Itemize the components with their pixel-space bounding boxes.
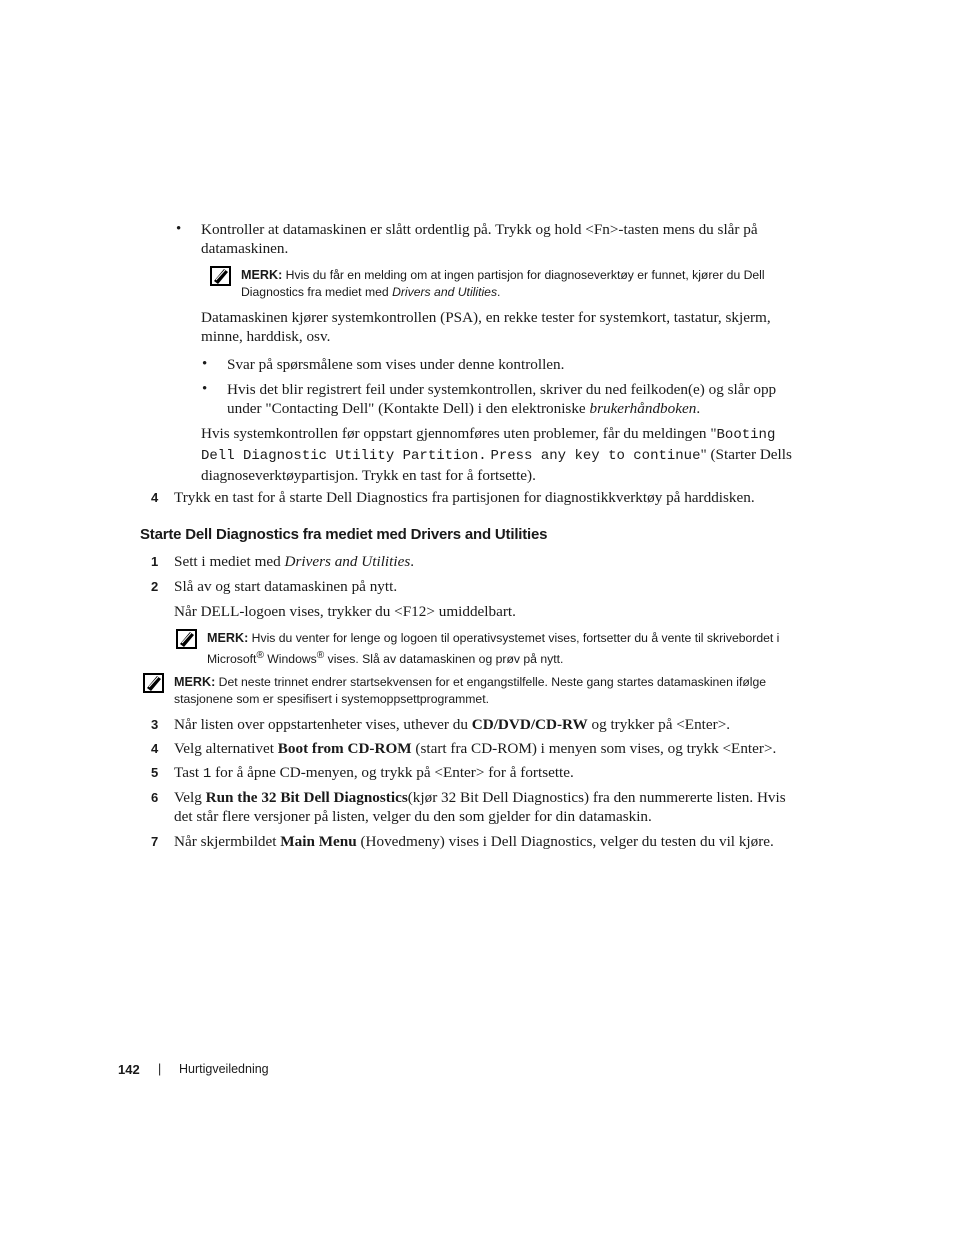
bullet-marker: • [202, 356, 208, 372]
registered-mark: ® [256, 650, 264, 661]
bullet-marker: • [202, 381, 208, 397]
bullet-check-power: Kontroller at datamaskinen er slått ordentlig på. Trykk og hold <Fn>-tasten mens du slår på datamaskinen. [201, 221, 758, 257]
step-boot-cdrom [174, 739, 814, 758]
bullet-punct: . [696, 400, 701, 417]
step-cd-menu [174, 763, 814, 784]
step-bold: Main Menu [280, 833, 357, 850]
psa-paragraph: Datamaskinen kjører systemkontrollen (PSA), en rekke tester for systemkort, tastatur, skjerm, minne, harddisk, osv. [201, 309, 771, 345]
step-text: Tast [174, 764, 203, 781]
step-text-end: (kjør 32 Bit Dell Diagnostics) fra den nummererte listen. Hvis det står flere versjoner på listen, velger du den som gjelder for din datamaskin. [174, 789, 786, 825]
bullet-emphasis: brukerhåndboken [589, 400, 697, 417]
step-bold: Run the 32 Bit Dell Diagnostics [205, 789, 408, 806]
note-label: MERK: [207, 631, 249, 645]
step-text: Velg alternativet [174, 740, 278, 757]
boot-text-end: " (Starter Dells diagnoseverktøypartisjon. Trykk en tast for å fortsette). [201, 446, 792, 484]
step-number: 5 [151, 765, 159, 780]
step-restart: Slå av og start datamaskinen på nytt. [174, 578, 398, 595]
note-emphasis: Drivers and Utilities [392, 285, 498, 299]
note-no-partition [241, 267, 801, 301]
step-number: 4 [151, 490, 159, 505]
note-text-end: vises. Slå av datamaskinen og prøv på nytt. [324, 652, 564, 667]
step-text: Sett i mediet med [174, 553, 285, 570]
step-bold: Boot from CD-ROM [277, 740, 412, 757]
note-text: Det neste trinnet endrer startsekvensen for et engangstilfelle. Neste gang startes datamaskinen ifølge stasjonene som er spesifisert i systemoppsettprogrammet. [174, 675, 767, 706]
bullet-text: Hvis det blir registrert feil under systemkontrollen, skriver du ned feilkoden(e) og slår opp under "Contacting Dell" (Kontakte Dell) i den elektroniske [227, 381, 777, 417]
note-pencil-icon [210, 266, 232, 286]
step-number: 1 [151, 554, 159, 569]
step-number: 2 [151, 579, 159, 594]
bullet-marker: • [176, 221, 182, 237]
step-number: 3 [151, 717, 159, 732]
step-emphasis: Drivers and Utilities [284, 553, 411, 570]
note-boot-sequence [174, 674, 804, 708]
step-f12-instruction: Når DELL-logoen vises, trykker du <F12> umiddelbart. [174, 603, 516, 620]
note-label: MERK: [174, 675, 216, 689]
step-text-end: for å åpne CD-menyen, og trykk på <Enter> for å fortsette. [211, 764, 574, 781]
registered-mark: ® [316, 650, 325, 661]
note-label: MERK: [241, 268, 283, 282]
step-text-end: og trykker på <Enter>. [587, 716, 731, 733]
step-main-menu [174, 832, 814, 851]
footer-title: Hurtigveiledning [179, 1062, 269, 1076]
step-run-diagnostics [174, 788, 804, 826]
step-bold: CD/DVD/CD-RW [471, 716, 588, 733]
section-heading: Starte Dell Diagnostics fra mediet med Drivers and Utilities [140, 526, 548, 543]
boot-code-partition: Booting Dell Diagnostic Utility Partition. [201, 427, 776, 464]
step-text: Velg [174, 789, 206, 806]
note-pencil-icon [176, 629, 198, 649]
note-waiting-logo [207, 630, 807, 668]
step-text-end: (start fra CD-ROM) i menyen som vises, og trykk <Enter>. [411, 740, 777, 757]
boot-code-press-key: Press any key to continue [490, 448, 701, 464]
step-punct: . [410, 553, 415, 570]
step-code: 1 [202, 766, 212, 782]
boot-text: Hvis systemkontrollen før oppstart gjennomføres uten problemer, får du meldingen " [201, 425, 717, 442]
step-text-end: (Hovedmeny) vises i Dell Diagnostics, velger du testen du vil kjøre. [356, 833, 774, 850]
note-pencil-icon [143, 673, 165, 693]
bullet-answer-questions: Svar på spørsmålene som vises under denne kontrollen. [227, 356, 565, 373]
step-select-cd [174, 715, 814, 734]
note-text: Hvis du får en melding om at ingen partisjon for diagnoseverktøy er funnet, kjører du Dell Diagnostics fra mediet med [241, 268, 765, 299]
boot-message-paragraph [201, 424, 813, 485]
note-text: Hvis du venter for lenge og logoen til operativsystemet vises, fortsetter du å vente til skrivebordet i Microsoft [207, 631, 780, 667]
step-number: 6 [151, 790, 159, 805]
step-text: Når listen over oppstartenheter vises, uthever du [174, 716, 472, 733]
note-punct: . [497, 285, 501, 299]
step-number: 4 [151, 741, 159, 756]
footer-separator: | [158, 1062, 162, 1076]
step-press-key: Trykk en tast for å starte Dell Diagnostics fra partisjonen for diagnostikkverktøy på harddisken. [174, 489, 755, 506]
bullet-error-codes [227, 380, 807, 418]
step-number: 7 [151, 834, 159, 849]
step-text: Når skjermbildet [174, 833, 281, 850]
page-number: 142 [118, 1062, 140, 1077]
step-insert-media [174, 552, 814, 571]
note-text-windows: Windows [263, 652, 317, 667]
